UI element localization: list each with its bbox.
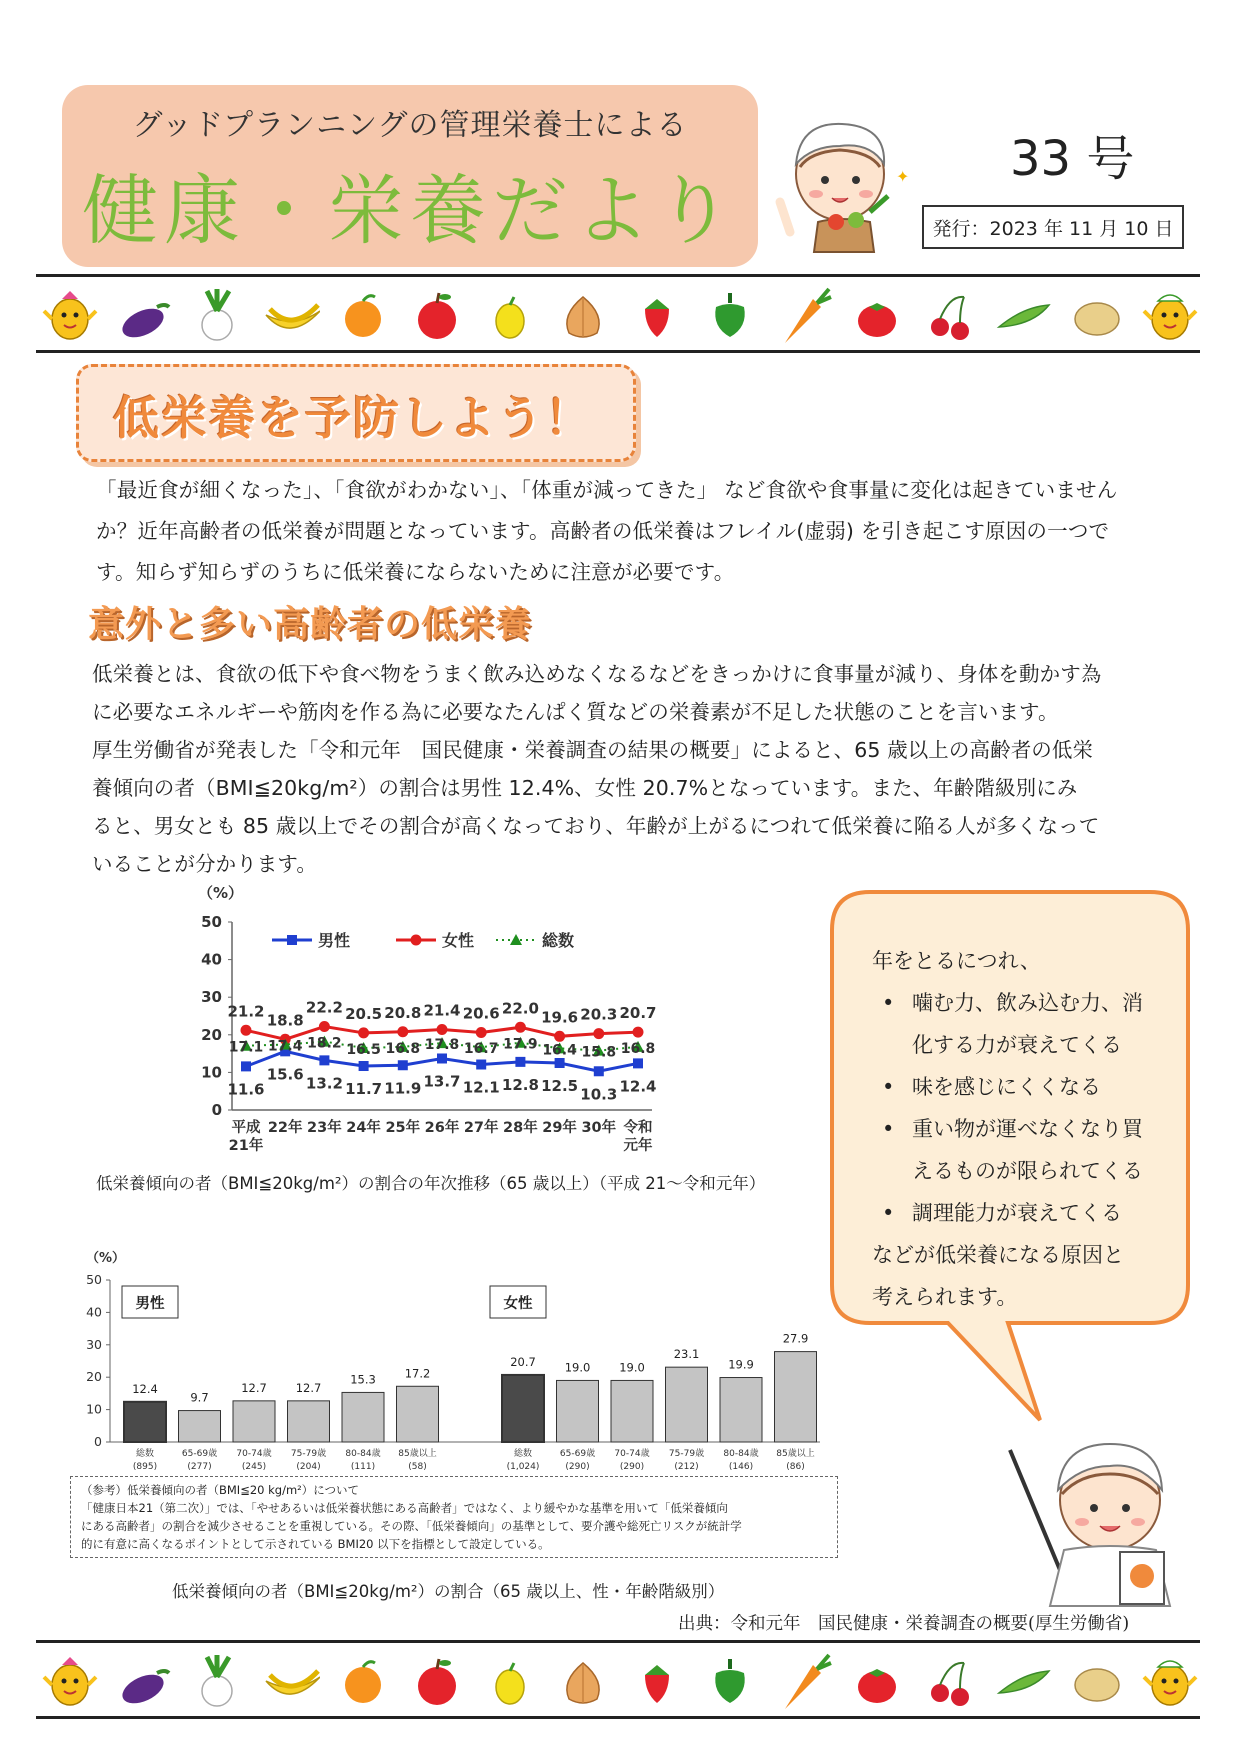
x-tick-label: (86) (786, 1462, 805, 1472)
divider (36, 1640, 1200, 1643)
bubble-bullet-4 (872, 1192, 1172, 1234)
eggplant-icon (118, 1669, 169, 1709)
female-point (358, 1027, 369, 1038)
data-label: 10.3 (580, 1085, 618, 1104)
data-label: 12.5 (541, 1077, 579, 1095)
bar (720, 1378, 762, 1442)
data-label: 16.4 (542, 1042, 577, 1059)
x-tick-label: 30年 (581, 1120, 617, 1136)
bar-value-label: 12.7 (295, 1380, 322, 1395)
body-line-5: ると、男女とも 85 歳以上でその割合が高くなっており、年齢が上がるにつれて低栄養に陥る人が多くなって (92, 814, 1100, 838)
bubble-bullet-text: えるものが限られてくる (912, 1159, 1143, 1183)
female-point (241, 1025, 252, 1036)
data-label: 22.2 (305, 998, 343, 1017)
bar-value-label: 19.0 (564, 1360, 591, 1375)
x-tick-label: 65-69歳 (559, 1449, 596, 1459)
y-tick-label: 0 (94, 1434, 102, 1449)
x-tick-label: (204) (296, 1462, 321, 1472)
mascot-nurse-icon (1144, 1661, 1196, 1705)
bar (397, 1386, 439, 1442)
group-label: 女性 (503, 1296, 533, 1312)
issue-number: 33 号 (1010, 131, 1135, 187)
bar (233, 1401, 275, 1442)
data-label: 16.7 (463, 1041, 499, 1058)
bar-value-label: 19.0 (619, 1360, 645, 1375)
divider (36, 1716, 1200, 1719)
x-tick-label: 70-74歳 (236, 1449, 272, 1459)
group-label: 男性 (135, 1296, 165, 1312)
data-label: 12.8 (501, 1075, 539, 1094)
y-tick-label: 50 (86, 1272, 102, 1287)
x-tick-label: 80-84歳 (345, 1449, 381, 1459)
bar (611, 1380, 653, 1442)
source-citation: 出典：令和元年 国民健康・栄養調査の概要(厚生労働省) (678, 1614, 1130, 1634)
female-point (633, 1027, 644, 1038)
data-label: 15.8 (581, 1044, 617, 1061)
female-point (397, 1026, 408, 1037)
bar-value-label: 23.1 (673, 1347, 700, 1362)
data-label: 13.7 (423, 1072, 461, 1091)
data-label: 15.6 (266, 1065, 304, 1084)
fruit-banner-bottom (40, 1650, 1200, 1712)
data-label: 16.5 (346, 1041, 381, 1058)
male-point (398, 1060, 408, 1070)
bubble-outro-2: 考えられます。 (872, 1285, 1018, 1309)
onion-icon (567, 1663, 599, 1703)
apple-icon (418, 293, 456, 339)
header-subtitle: グッドプランニングの管理栄養士による (132, 108, 688, 143)
data-label: 19.6 (541, 1008, 579, 1027)
peas-icon (999, 1671, 1049, 1693)
bubble-bullet-1 (872, 982, 1172, 1066)
bar-value-label: 19.9 (728, 1357, 754, 1372)
bubble-bullet-text: 味を感じにくくなる (912, 1075, 1101, 1099)
issue-date: 発行：2023 年 11 月 10 日 (922, 205, 1184, 249)
data-label: 20.3 (580, 1005, 618, 1024)
y-tick-label: 20 (86, 1369, 102, 1385)
x-tick-label: 総数 (513, 1449, 533, 1459)
bar (342, 1392, 384, 1442)
x-tick-label: 総数 (135, 1449, 155, 1459)
bar (179, 1411, 221, 1442)
strawberry-icon (645, 299, 669, 337)
x-tick-label: 平成 (231, 1120, 261, 1136)
reference-note (70, 1476, 838, 1558)
body-line-6: いることが分かります。 (92, 852, 317, 876)
data-label: 17.1 (228, 1039, 264, 1056)
male-point (359, 1061, 369, 1071)
data-label: 21.2 (227, 1002, 265, 1021)
bar-value-label: 17.2 (404, 1366, 431, 1381)
data-label: 11.6 (227, 1080, 265, 1099)
reference-line-1: （参考）低栄養傾向の者（BMI≦20 kg/m²）について (81, 1483, 360, 1497)
banana-icon (266, 1671, 320, 1694)
x-tick-label: 65-69歳 (181, 1449, 218, 1459)
body-line-3: 厚生労働省が発表した「令和元年 国民健康・栄養調査の結果の概要」によると、65 歳以上の高齢者の低栄 (92, 738, 1094, 762)
legend-marker (287, 935, 297, 945)
divider (36, 350, 1200, 353)
male-point (241, 1061, 251, 1071)
male-point (319, 1055, 329, 1065)
x-tick-label: (58) (408, 1462, 427, 1472)
banana-icon (266, 305, 320, 328)
reference-line-3: にある高齢者」の割合を減少させることを重視している。その際、「低栄養傾向」の基準として、要介護や総死亡リスクが統計学 (81, 1519, 742, 1533)
line-chart-caption: 低栄養傾向の者（BMI≦20kg/m²）の割合の年次推移（65 歳以上）（平成 21～令和元年） (96, 1174, 766, 1193)
strawberry-icon (645, 1665, 669, 1703)
line-chart-annual-trend (180, 882, 700, 1172)
bar-chart-age-group (80, 1236, 840, 1476)
bubble-bullet-text: 化する力が衰えてくる (912, 1033, 1122, 1057)
legend-marker (411, 935, 422, 946)
x-tick-label: 75-79歳 (668, 1449, 705, 1459)
data-label: 17.4 (267, 1038, 303, 1055)
intro-paragraph (96, 470, 1164, 593)
y-axis-unit: （%） (198, 884, 244, 902)
bar (557, 1380, 599, 1442)
female-point (515, 1022, 526, 1033)
cherry-icon (931, 297, 969, 340)
female-point (593, 1028, 604, 1039)
divider (36, 274, 1200, 277)
x-tick-label: 29年 (542, 1120, 577, 1136)
intro-line-1: 「最近食が細くなった」、「食欲がわかない」、「体重が減ってきた」 など食欲や食事量に変化は起きていません (96, 478, 1118, 502)
y-tick-label: 40 (201, 950, 222, 969)
data-label: 18.8 (266, 1011, 304, 1030)
intro-line-2: か？近年高齢者の低栄養が問題となっています。高齢者の低栄養はフレイル(虚弱) を引き起こす原因の一つで (96, 519, 1110, 543)
x-tick-label: (245) (241, 1462, 267, 1472)
teacher-girl-icon (1000, 1430, 1200, 1610)
bar (666, 1367, 708, 1442)
bullet-mark: • (882, 1201, 895, 1225)
x-tick-label: 22年 (267, 1120, 303, 1136)
bullet-mark: • (882, 1075, 895, 1099)
potato-icon (1075, 1669, 1119, 1701)
bar (775, 1352, 817, 1442)
bar-value-label: 12.4 (132, 1381, 158, 1396)
data-label: 21.4 (423, 1001, 461, 1020)
reference-line-4: 的に有意に高くなるポイントとして示されている BMI20 以下を指標として設定している。 (81, 1537, 550, 1551)
intro-line-3: す。知らず知らずのうちに低栄養にならないために注意が必要です。 (96, 560, 735, 584)
x-tick-label: (111) (350, 1462, 376, 1472)
male-point (555, 1058, 565, 1068)
bar-value-label: 20.7 (510, 1354, 536, 1369)
x-tick-label: 27年 (463, 1120, 499, 1136)
bubble-bullet-3 (872, 1108, 1172, 1192)
bar (288, 1401, 330, 1442)
legend-label: 女性 (442, 931, 475, 950)
carrot-icon (785, 289, 831, 343)
x-tick-label: 令和 (623, 1120, 653, 1136)
data-label: 13.2 (305, 1074, 343, 1093)
turnip-icon (202, 1655, 232, 1706)
y-tick-label: 20 (201, 1025, 222, 1044)
male-point (437, 1053, 447, 1063)
y-tick-label: 10 (86, 1401, 102, 1417)
data-label: 12.1 (462, 1078, 500, 1097)
x-tick-label: 85歳以上 (776, 1449, 815, 1459)
data-label: 20.7 (619, 1004, 657, 1023)
body-paragraph (92, 655, 1164, 883)
onion-icon (567, 297, 599, 337)
data-label: 20.6 (462, 1004, 500, 1023)
female-point (319, 1021, 330, 1032)
x-tick-label: 28年 (503, 1120, 538, 1136)
bar-value-label: 9.7 (190, 1390, 209, 1405)
data-label: 16.8 (385, 1040, 421, 1057)
pepper-icon (715, 293, 744, 337)
y-tick-label: 30 (201, 988, 222, 1007)
x-tick-label: 70-74歳 (614, 1449, 650, 1459)
bubble-bullet-text: 噛む力、飲み込む力、消 (912, 991, 1143, 1015)
x-tick-label: 23年 (307, 1120, 342, 1136)
reference-line-2: 「健康日本21（第二次）」では、「やせあるいは低栄養状態にある高齢者」ではなく、より緩やかな基準を用いて「低栄養傾向 (81, 1501, 728, 1515)
x-tick-label: 80-84歳 (723, 1449, 759, 1459)
male-point (633, 1058, 643, 1068)
x-tick-label: (1,024) (506, 1462, 540, 1472)
x-tick-label: 26年 (424, 1120, 460, 1136)
y-tick-label: 30 (86, 1336, 102, 1352)
data-label: 11.9 (384, 1079, 422, 1098)
eggplant-icon (118, 303, 169, 343)
mascot-icon (44, 291, 96, 339)
bar (124, 1402, 166, 1442)
fruit-banner-top (40, 284, 1200, 346)
svg-text:✦: ✦ (896, 167, 910, 186)
orange-icon (345, 296, 381, 337)
apple-icon (418, 1659, 456, 1705)
tomato-icon (858, 1669, 896, 1703)
legend-label: 総数 (542, 931, 575, 950)
orange-icon (345, 1662, 381, 1703)
y-tick-label: 10 (201, 1063, 222, 1082)
data-label: 11.7 (345, 1080, 383, 1099)
data-label: 16.8 (620, 1040, 656, 1057)
data-label: 12.4 (619, 1077, 657, 1096)
x-tick-label: 25年 (385, 1120, 421, 1136)
x-tick-label: (146) (728, 1462, 754, 1472)
data-label: 20.8 (384, 1003, 422, 1022)
x-tick-label: (212) (674, 1462, 699, 1472)
bullet-mark: • (882, 991, 895, 1015)
y-tick-label: 40 (86, 1304, 102, 1320)
carrot-icon (785, 1655, 831, 1709)
peas-icon (999, 305, 1049, 327)
bar-chart-caption: 低栄養傾向の者（BMI≦20kg/m²）の割合（65 歳以上、性・年齢階級別） (172, 1582, 725, 1601)
bullet-mark: • (882, 1117, 895, 1141)
bubble-intro: 年をとるにつれ、 (872, 949, 1041, 973)
mascot-icon (44, 1657, 96, 1705)
tomato-icon (858, 303, 896, 337)
data-label: 17.9 (503, 1036, 538, 1053)
bar (502, 1375, 544, 1442)
y-tick-label: 50 (201, 913, 222, 931)
chef-girl-icon (770, 112, 920, 262)
bubble-bullet-2 (872, 1066, 1172, 1108)
lemon-icon (496, 297, 524, 338)
body-line-4: 養傾向の者（BMI≦20kg/m²）の割合は男性 12.4%、女性 20.7%となっています。また、年齢階級別にみ (92, 776, 1078, 800)
female-point (476, 1027, 487, 1038)
female-point (554, 1031, 565, 1042)
body-line-2: に必要なエネルギーや筋肉を作る為に必要なたんぱく質などの栄養素が不足した状態のことを言います。 (92, 700, 1059, 724)
x-tick-label: (277) (187, 1462, 212, 1472)
bubble-outro-1: などが低栄養になる原因と (872, 1243, 1124, 1267)
cherry-icon (931, 1663, 969, 1706)
male-point (515, 1057, 525, 1067)
bar-value-label: 12.7 (241, 1380, 267, 1395)
body-line-1: 低栄養とは、食欲の低下や食べ物をうまく飲み込めなくなるなどをきっかけに食事量が減り、身体を動かす為 (92, 662, 1102, 686)
male-point (476, 1060, 486, 1070)
data-label: 18.2 (307, 1035, 342, 1052)
section-heading: 意外と多い高齢者の低栄養 (88, 604, 533, 645)
turnip-icon (202, 289, 232, 340)
male-point (594, 1066, 604, 1076)
data-label: 22.0 (501, 999, 539, 1018)
female-point (437, 1024, 448, 1035)
y-tick-label: 0 (211, 1101, 222, 1119)
x-tick-label: 75-79歳 (290, 1449, 327, 1459)
x-tick-label: (290) (619, 1462, 645, 1472)
potato-icon (1075, 303, 1119, 335)
newsletter-title: 健康・栄養だより (82, 166, 738, 255)
x-tick-label: 85歳以上 (398, 1449, 437, 1459)
legend-label: 男性 (318, 931, 351, 950)
headline: 低栄養を予防しよう！ (113, 391, 593, 445)
x-tick-label: (895) (132, 1462, 158, 1472)
bubble-bullet-text: 重い物が運べなくなり買 (912, 1117, 1143, 1141)
bubble-text (872, 940, 1172, 1318)
lemon-icon (496, 1663, 524, 1704)
pepper-icon (715, 1659, 744, 1703)
bar-value-label: 15.3 (350, 1372, 376, 1387)
data-label: 20.5 (345, 1004, 383, 1023)
x-tick-label: (290) (565, 1462, 590, 1472)
x-tick-label: 元年 (623, 1138, 653, 1154)
mascot-nurse-icon (1144, 295, 1196, 339)
x-tick-label: 21年 (228, 1138, 264, 1154)
x-tick-label: 24年 (346, 1120, 381, 1136)
bar-value-label: 27.9 (782, 1331, 809, 1346)
y-axis-unit: （%） (86, 1251, 126, 1266)
bubble-bullet-text: 調理能力が衰えてくる (912, 1201, 1122, 1225)
data-label: 17.8 (424, 1037, 460, 1054)
